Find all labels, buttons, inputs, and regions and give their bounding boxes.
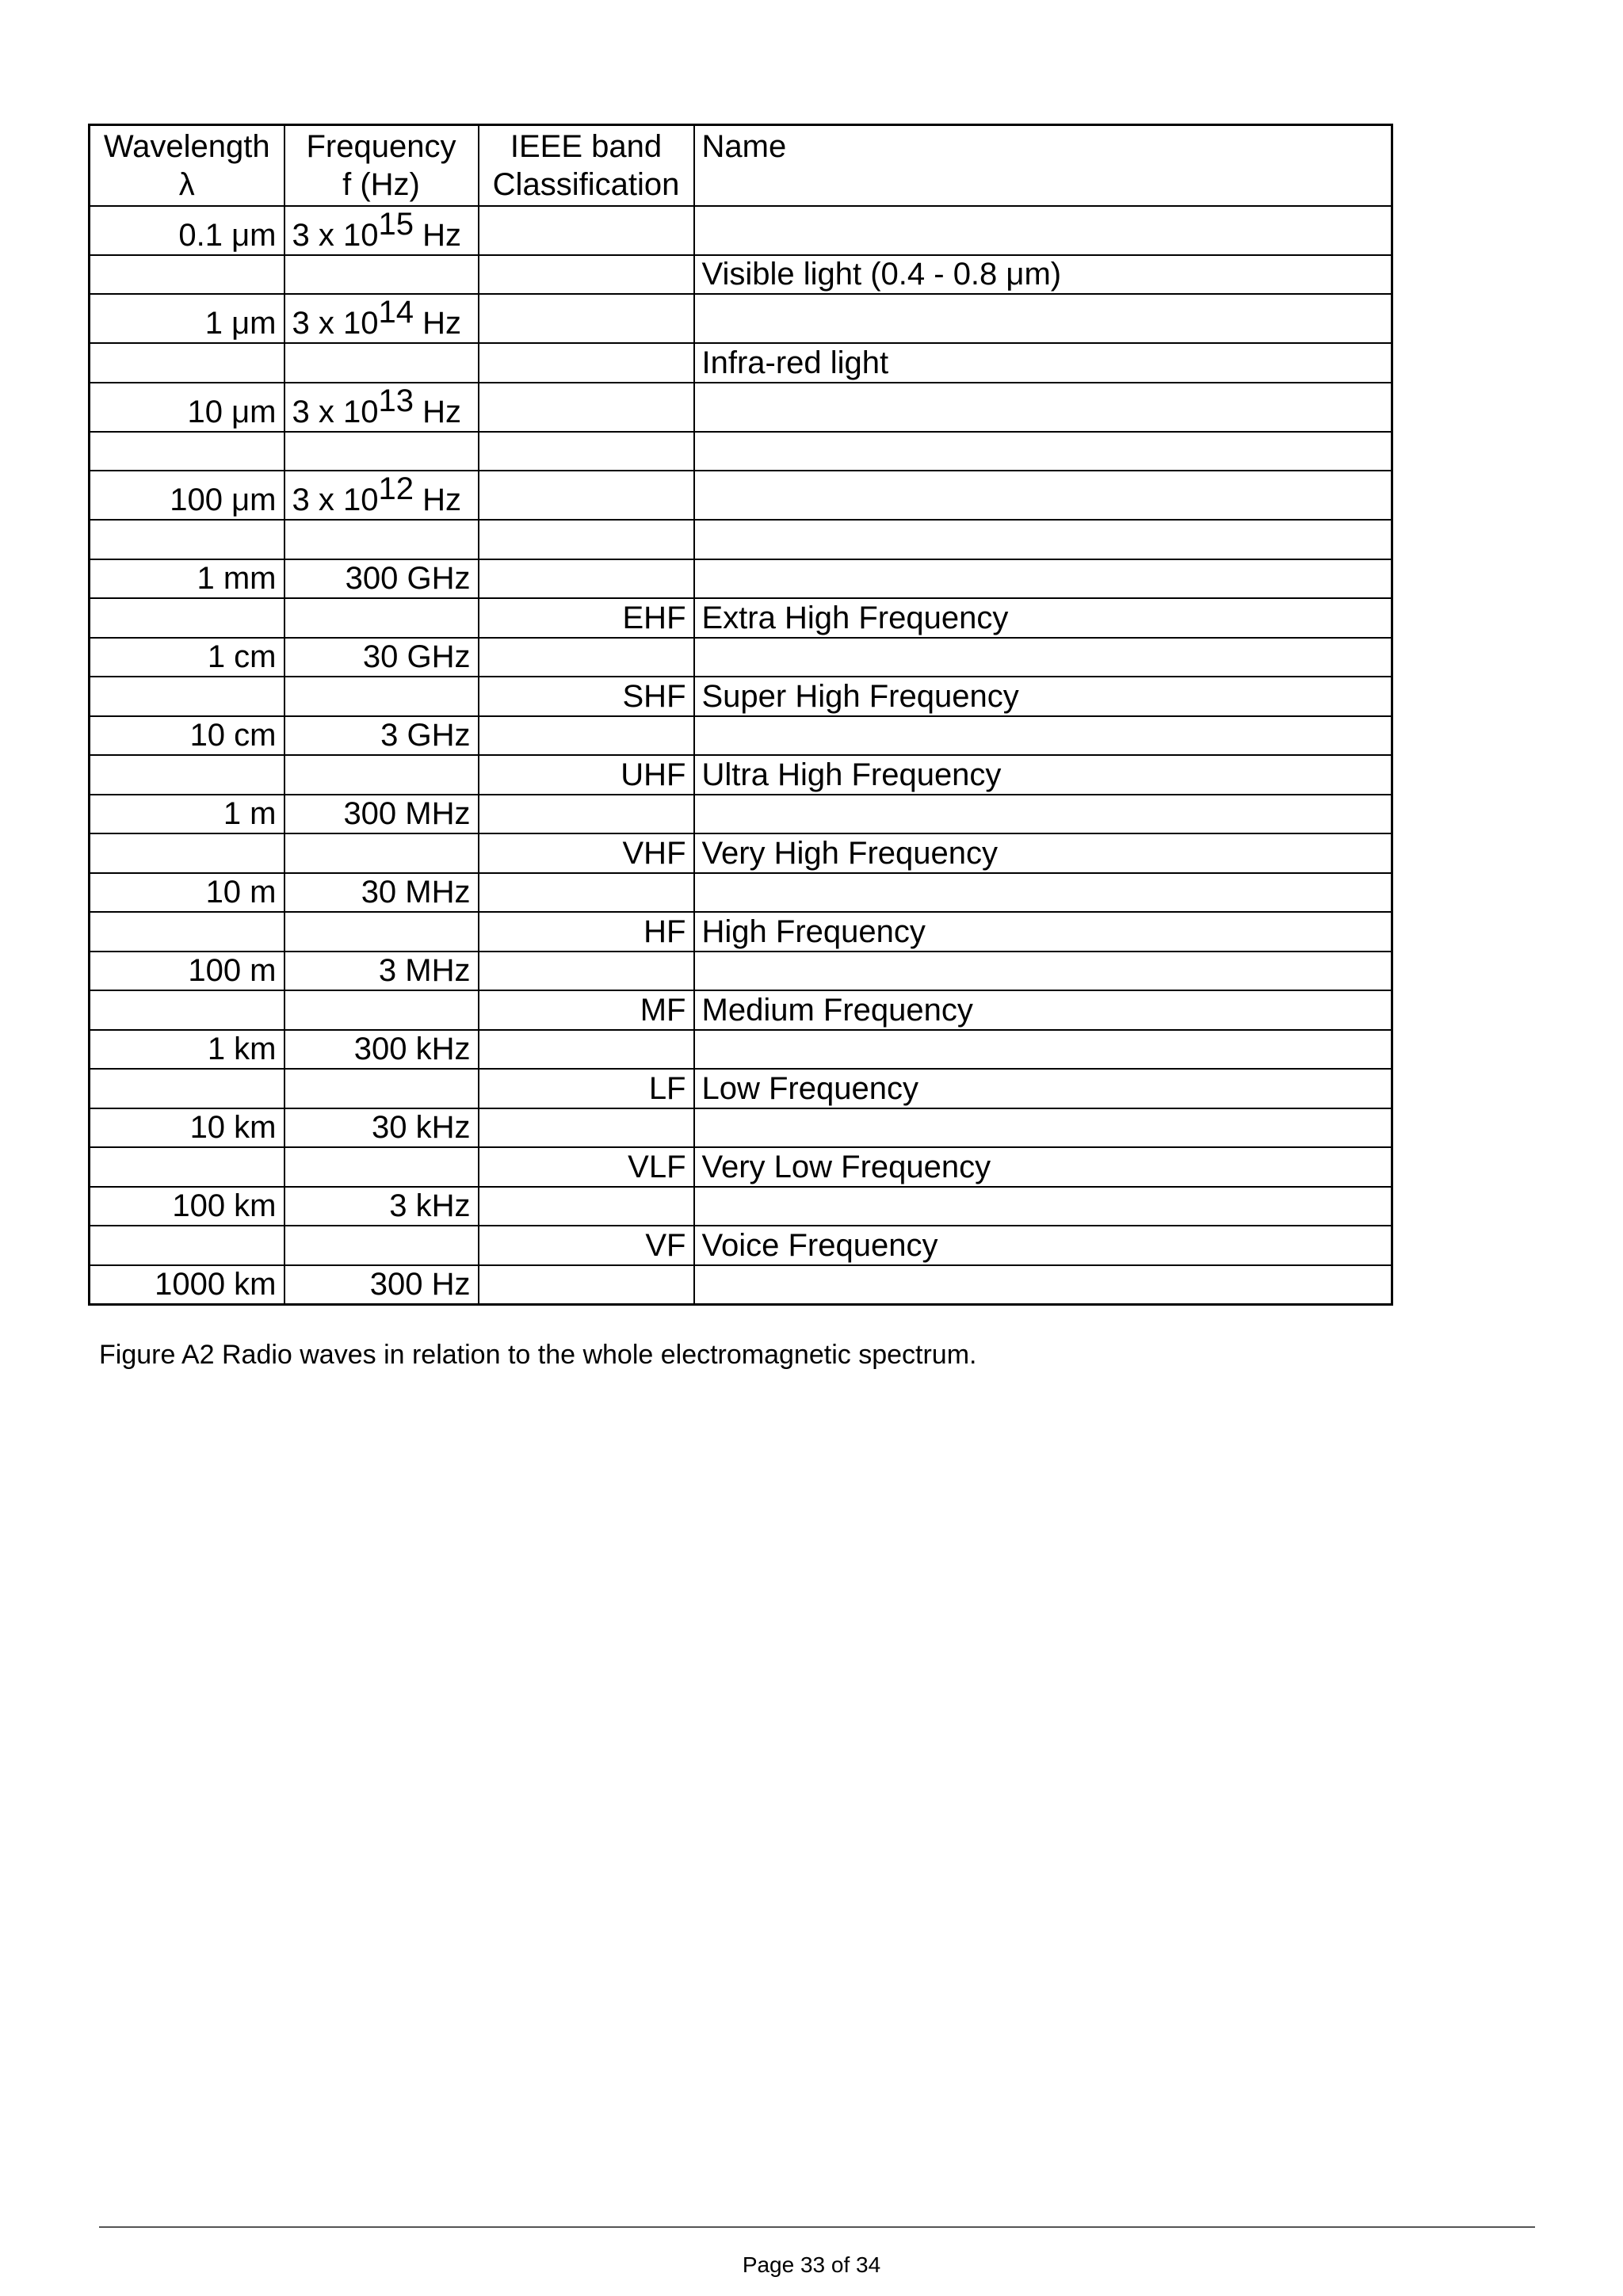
- table-row: [90, 716, 1392, 756]
- cell-frequency: 300 MHz: [285, 795, 479, 834]
- header-name: [694, 125, 1392, 206]
- cell-name: Very Low Frequency: [694, 1147, 1392, 1187]
- table-row: [90, 1108, 1392, 1148]
- header-wavelength-line-1: Wavelength: [103, 129, 270, 164]
- cell-name: [694, 1108, 1392, 1148]
- cell-frequency: [285, 520, 479, 559]
- cell-ieee-band: [479, 795, 694, 834]
- cell-name: [694, 206, 1392, 255]
- header-ieee-line-2: Classification: [492, 167, 680, 202]
- cell-name: [694, 795, 1392, 834]
- table-row: [90, 471, 1392, 520]
- cell-ieee-band: [479, 1108, 694, 1148]
- cell-name: [694, 471, 1392, 520]
- table-row: [90, 520, 1392, 559]
- cell-frequency: [285, 383, 479, 432]
- cell-wavelength: [90, 912, 285, 952]
- table-row: [90, 952, 1392, 991]
- table-row: [90, 638, 1392, 677]
- cell-name: High Frequency: [694, 912, 1392, 952]
- cell-name: [694, 383, 1392, 432]
- frequency-exponent: 13: [378, 383, 414, 418]
- cell-wavelength: [90, 755, 285, 795]
- cell-wavelength: 100 m: [90, 952, 285, 991]
- cell-ieee-band: [479, 520, 694, 559]
- cell-name: Low Frequency: [694, 1069, 1392, 1108]
- cell-frequency: [285, 677, 479, 716]
- cell-wavelength: 1 mm: [90, 559, 285, 599]
- cell-name: Voice Frequency: [694, 1226, 1392, 1265]
- cell-wavelength: 1000 km: [90, 1265, 285, 1305]
- cell-frequency: 300 kHz: [285, 1030, 479, 1070]
- cell-frequency: [285, 1147, 479, 1187]
- table-header: [90, 125, 1392, 206]
- cell-ieee-band: VHF: [479, 833, 694, 873]
- frequency-unit: Hz: [413, 482, 461, 517]
- table-row: [90, 1147, 1392, 1187]
- spectrum-table: [88, 124, 1393, 1306]
- table-row: [90, 833, 1392, 873]
- header-frequency: [285, 125, 479, 206]
- table-row: [90, 294, 1392, 343]
- cell-wavelength: 10 m: [90, 873, 285, 913]
- cell-frequency: [285, 598, 479, 638]
- frequency-base: 3 x 10: [292, 482, 379, 517]
- cell-name: [694, 952, 1392, 991]
- cell-wavelength: [90, 520, 285, 559]
- cell-wavelength: [90, 833, 285, 873]
- cell-frequency: [285, 206, 479, 255]
- cell-frequency: [285, 833, 479, 873]
- cell-frequency: [285, 432, 479, 471]
- header-ieee: [479, 125, 694, 206]
- cell-name: Infra-red light: [694, 343, 1392, 383]
- frequency-unit: Hz: [413, 394, 461, 429]
- cell-wavelength: 0.1 μm: [90, 206, 285, 255]
- cell-frequency: [285, 471, 479, 520]
- cell-wavelength: [90, 432, 285, 471]
- cell-ieee-band: [479, 1187, 694, 1226]
- table-row: [90, 559, 1392, 599]
- cell-wavelength: [90, 677, 285, 716]
- table-row: [90, 1265, 1392, 1305]
- cell-wavelength: 10 cm: [90, 716, 285, 756]
- table-row: [90, 1187, 1392, 1226]
- cell-ieee-band: [479, 1265, 694, 1305]
- cell-name: Ultra High Frequency: [694, 755, 1392, 795]
- cell-ieee-band: [479, 716, 694, 756]
- frequency-exponent: 12: [378, 471, 414, 506]
- cell-wavelength: 10 μm: [90, 383, 285, 432]
- cell-name: Very High Frequency: [694, 833, 1392, 873]
- table-row: [90, 255, 1392, 295]
- cell-ieee-band: [479, 952, 694, 991]
- frequency-unit: Hz: [413, 217, 461, 253]
- figure-caption: Figure A2 Radio waves in relation to the whole electromagnetic spectrum.: [99, 1340, 977, 1370]
- cell-frequency: [285, 1069, 479, 1108]
- table-row: [90, 206, 1392, 255]
- cell-frequency: 30 GHz: [285, 638, 479, 677]
- table-row: [90, 990, 1392, 1030]
- cell-ieee-band: VLF: [479, 1147, 694, 1187]
- frequency-base: 3 x 10: [292, 217, 379, 253]
- cell-name: [694, 638, 1392, 677]
- cell-ieee-band: [479, 343, 694, 383]
- cell-name: Medium Frequency: [694, 990, 1392, 1030]
- cell-ieee-band: MF: [479, 990, 694, 1030]
- cell-ieee-band: [479, 206, 694, 255]
- cell-name: [694, 873, 1392, 913]
- table-body: [90, 206, 1392, 1305]
- cell-ieee-band: SHF: [479, 677, 694, 716]
- cell-wavelength: 100 μm: [90, 471, 285, 520]
- cell-frequency: [285, 755, 479, 795]
- cell-frequency: [285, 255, 479, 295]
- frequency-unit: Hz: [413, 306, 461, 341]
- cell-ieee-band: UHF: [479, 755, 694, 795]
- cell-frequency: 3 MHz: [285, 952, 479, 991]
- cell-ieee-band: [479, 559, 694, 599]
- cell-frequency: 300 GHz: [285, 559, 479, 599]
- footer-divider: [99, 2226, 1535, 2228]
- cell-name: [694, 432, 1392, 471]
- cell-ieee-band: EHF: [479, 598, 694, 638]
- cell-ieee-band: [479, 383, 694, 432]
- cell-frequency: 3 kHz: [285, 1187, 479, 1226]
- cell-ieee-band: [479, 638, 694, 677]
- cell-name: [694, 716, 1392, 756]
- frequency-exponent: 15: [378, 206, 414, 242]
- cell-ieee-band: [479, 432, 694, 471]
- table-row: [90, 873, 1392, 913]
- cell-frequency: [285, 294, 479, 343]
- cell-wavelength: [90, 255, 285, 295]
- cell-ieee-band: [479, 294, 694, 343]
- cell-ieee-band: [479, 873, 694, 913]
- cell-ieee-band: [479, 255, 694, 295]
- header-frequency-line-1: Frequency: [306, 129, 456, 164]
- header-wavelength-line-2: λ: [178, 167, 195, 202]
- cell-wavelength: 10 km: [90, 1108, 285, 1148]
- cell-frequency: 3 GHz: [285, 716, 479, 756]
- cell-name: [694, 294, 1392, 343]
- cell-name: Super High Frequency: [694, 677, 1392, 716]
- table-row: [90, 1030, 1392, 1070]
- table-row: [90, 343, 1392, 383]
- table-row: [90, 795, 1392, 834]
- cell-ieee-band: [479, 1030, 694, 1070]
- cell-wavelength: [90, 343, 285, 383]
- cell-wavelength: 1 cm: [90, 638, 285, 677]
- table-row: [90, 383, 1392, 432]
- cell-name: [694, 559, 1392, 599]
- cell-ieee-band: [479, 471, 694, 520]
- cell-frequency: 300 Hz: [285, 1265, 479, 1305]
- cell-frequency: [285, 343, 479, 383]
- cell-wavelength: [90, 598, 285, 638]
- table-row: [90, 1226, 1392, 1265]
- page-number: Page 33 of 34: [742, 2252, 881, 2277]
- header-ieee-line-1: IEEE band: [510, 129, 663, 164]
- cell-ieee-band: HF: [479, 912, 694, 952]
- cell-name: [694, 1187, 1392, 1226]
- frequency-base: 3 x 10: [292, 394, 379, 429]
- cell-wavelength: 1 km: [90, 1030, 285, 1070]
- cell-frequency: [285, 990, 479, 1030]
- cell-name: [694, 520, 1392, 559]
- cell-wavelength: 100 km: [90, 1187, 285, 1226]
- table-row: [90, 912, 1392, 952]
- cell-wavelength: [90, 1069, 285, 1108]
- table-row: [90, 677, 1392, 716]
- cell-wavelength: [90, 990, 285, 1030]
- header-wavelength: [90, 125, 285, 206]
- cell-wavelength: 1 m: [90, 795, 285, 834]
- cell-wavelength: [90, 1147, 285, 1187]
- table-row: [90, 1069, 1392, 1108]
- table-row: [90, 432, 1392, 471]
- cell-frequency: 30 kHz: [285, 1108, 479, 1148]
- cell-frequency: [285, 912, 479, 952]
- cell-name: Extra High Frequency: [694, 598, 1392, 638]
- cell-name: [694, 1030, 1392, 1070]
- header-frequency-line-2: f (Hz): [342, 167, 420, 202]
- cell-frequency: 30 MHz: [285, 873, 479, 913]
- cell-wavelength: 1 μm: [90, 294, 285, 343]
- cell-name: Visible light (0.4 - 0.8 μm): [694, 255, 1392, 295]
- table-row: [90, 598, 1392, 638]
- cell-frequency: [285, 1226, 479, 1265]
- frequency-base: 3 x 10: [292, 306, 379, 341]
- frequency-exponent: 14: [378, 295, 414, 330]
- header-name-line-1: Name: [701, 129, 787, 164]
- table-row: [90, 755, 1392, 795]
- cell-wavelength: [90, 1226, 285, 1265]
- header-row: [90, 125, 1392, 206]
- cell-ieee-band: VF: [479, 1226, 694, 1265]
- cell-name: [694, 1265, 1392, 1305]
- cell-ieee-band: LF: [479, 1069, 694, 1108]
